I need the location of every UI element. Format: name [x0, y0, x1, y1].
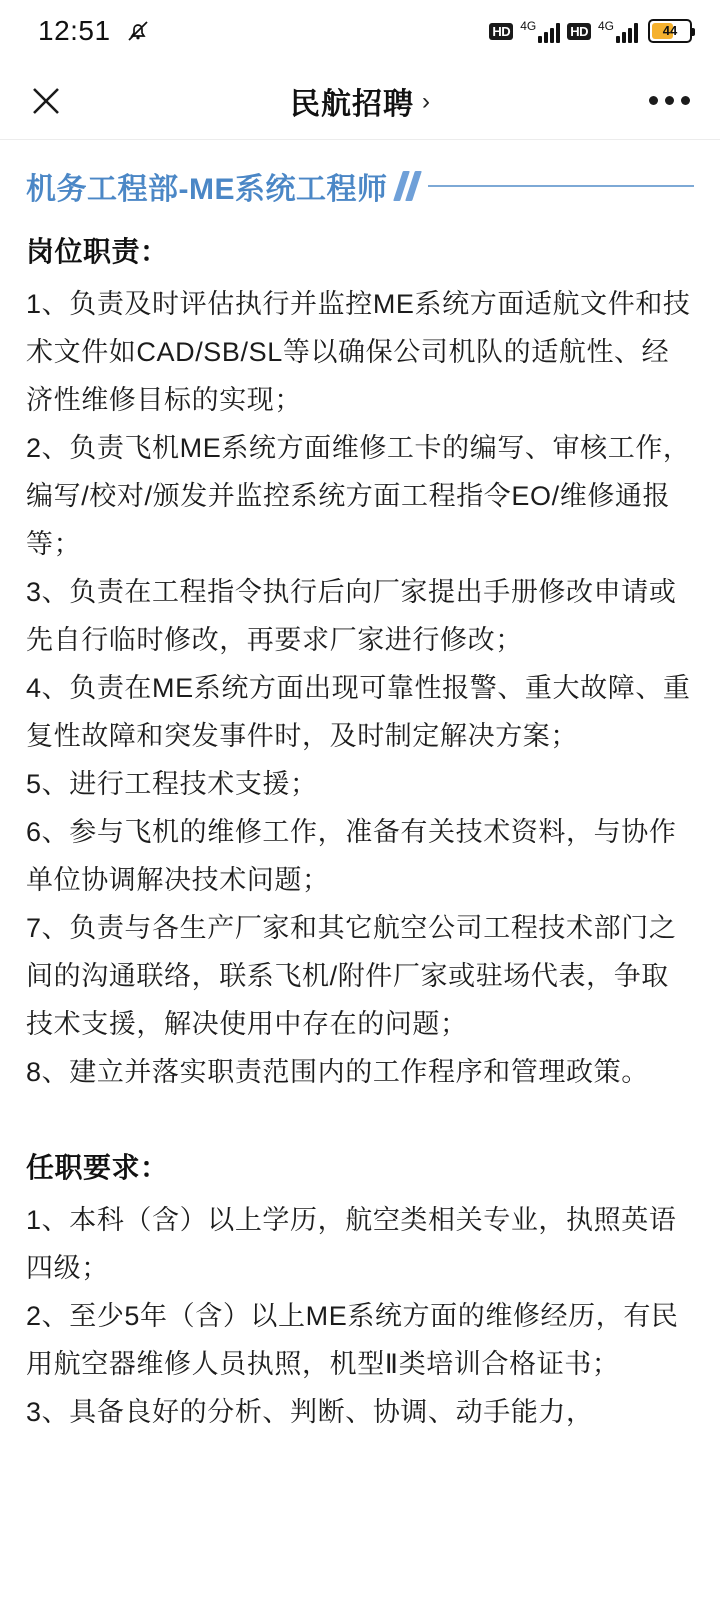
duty-item: 3、负责在工程指令执行后向厂家提出手册修改申请或先自行临时修改，再要求厂家进行修改；: [26, 577, 677, 655]
hd-badge-1: HD: [489, 23, 513, 40]
section-spacer: [26, 1096, 694, 1140]
hd-badge-2: HD: [567, 23, 591, 40]
status-bar-right: [489, 19, 692, 43]
section-requirements: [26, 1146, 694, 1436]
requirement-item: 2、至少5年（含）以上ME系统方面的维修经历，有民用航空器维修人员执照，机型Ⅱ类培训合格证书；: [26, 1301, 679, 1379]
duty-item: 8、建立并落实职责范围内的工作程序和管理政策。: [26, 1057, 649, 1087]
bell-muted-icon: [125, 18, 151, 44]
article-headline: 机务工程部-ME系统工程师: [26, 173, 388, 206]
battery-icon: [648, 19, 692, 43]
signal-group-2: [598, 20, 638, 43]
nav-bar: [0, 62, 720, 140]
headline-rule: [428, 185, 695, 187]
network-label-1: 4G: [520, 18, 537, 33]
page-title: 民航招聘: [290, 87, 414, 121]
section-duties: [26, 230, 694, 1096]
requirement-item: 3、具备良好的分析、判断、协调、动手能力，: [26, 1397, 594, 1427]
duty-item: 7、负责与各生产厂家和其它航空公司工程技术部门之间的沟通联络，联系飞机/附件厂家或驻场代表，争取技术支援，解决使用中存在的问题；: [26, 913, 677, 1039]
network-label-2: 4G: [597, 18, 614, 33]
status-bar-left: [38, 15, 151, 47]
requirement-item: 1、本科（含）以上学历，航空类相关专业，执照英语四级；: [26, 1205, 677, 1283]
duty-item: 2、负责飞机ME系统方面维修工卡的编写、审核工作，编写/校对/颁发并监控系统方面工程指令EO/维修通报等；: [26, 433, 691, 559]
duty-item: 1、负责及时评估执行并监控ME系统方面适航文件和技术文件如CAD/SB/SL等以确保公司机队的适航性、经济性维修目标的实现；: [26, 289, 691, 415]
headline-decoration: [398, 171, 695, 201]
chevron-right-icon: ›: [422, 87, 430, 115]
close-icon[interactable]: [18, 73, 74, 129]
more-options-icon[interactable]: [641, 82, 698, 119]
signal-group-1: [520, 20, 560, 43]
signal-bars-icon-1: [538, 21, 560, 43]
duty-item: 4、负责在ME系统方面出现可靠性报警、重大故障、重复性故障和突发事件时，及时制定解决方案；: [26, 673, 691, 751]
status-clock: 12:51: [38, 15, 111, 46]
signal-bars-icon-2: [616, 21, 638, 43]
article-headline-row: [26, 164, 694, 208]
status-bar: [0, 0, 720, 62]
battery-percent-label: 44: [662, 23, 678, 38]
nav-title-group[interactable]: [0, 79, 720, 123]
duty-item: 5、进行工程技术支援；: [26, 769, 318, 799]
duty-item: 6、参与飞机的维修工作，准备有关技术资料，与协作单位协调解决技术问题；: [26, 817, 677, 895]
section-title: 任职要求：: [26, 1152, 169, 1183]
article-body: [0, 140, 720, 1436]
section-title: 岗位职责：: [26, 236, 169, 267]
